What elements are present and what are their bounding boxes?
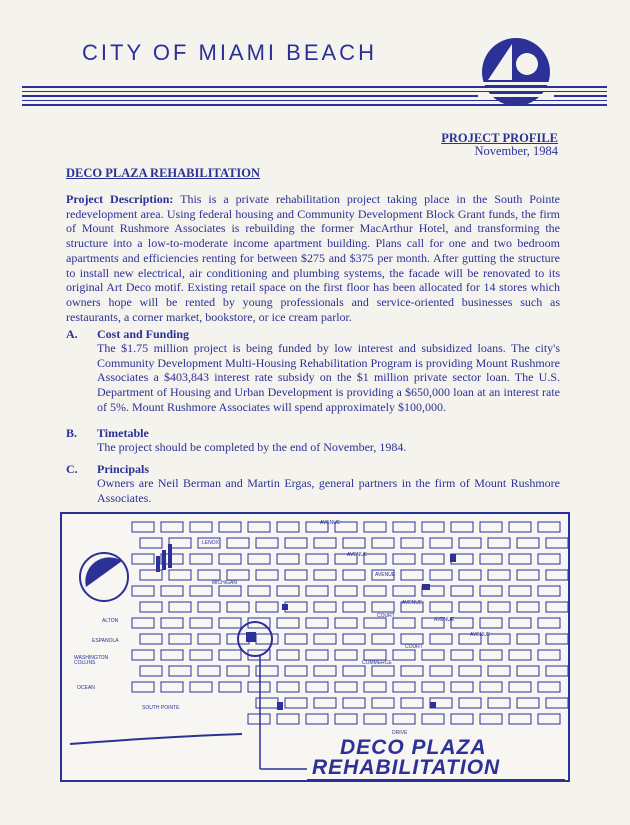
city-block [422, 650, 444, 660]
city-block [480, 618, 502, 628]
city-block [372, 602, 394, 612]
city-block [335, 682, 357, 692]
city-block [372, 538, 394, 548]
city-block [277, 554, 299, 564]
street-label: AVENUE [347, 552, 368, 558]
city-block [335, 618, 357, 628]
city-block [517, 666, 539, 676]
city-block [314, 570, 336, 580]
city-block [451, 618, 473, 628]
city-block [393, 586, 415, 596]
city-block [277, 650, 299, 660]
street-label: COURT [405, 644, 423, 650]
city-block [480, 714, 502, 724]
city-block [256, 570, 278, 580]
profile-date: November, 1984 [474, 144, 558, 158]
city-block [488, 602, 510, 612]
deco-plaza-site-block [246, 632, 256, 642]
city-block [335, 586, 357, 596]
city-block [509, 650, 531, 660]
city-block [480, 682, 502, 692]
city-block [314, 538, 336, 548]
city-block [393, 522, 415, 532]
city-block [459, 570, 481, 580]
city-block [488, 666, 510, 676]
building-marker [162, 550, 166, 570]
city-block [509, 554, 531, 564]
city-block [227, 538, 249, 548]
city-block [248, 522, 270, 532]
city-block [169, 538, 191, 548]
shoreline [70, 734, 242, 744]
city-block [401, 570, 423, 580]
city-block [488, 538, 510, 548]
city-block [401, 634, 423, 644]
building-marker [430, 702, 436, 708]
city-block [364, 618, 386, 628]
city-block [509, 586, 531, 596]
city-block [343, 698, 365, 708]
city-block [517, 634, 539, 644]
city-block [538, 618, 560, 628]
city-block [140, 538, 162, 548]
city-block [306, 554, 328, 564]
area-circle-fill [85, 557, 122, 587]
city-block [248, 554, 270, 564]
city-block [459, 666, 481, 676]
city-block [285, 538, 307, 548]
section-c-heading: Principals [97, 462, 150, 476]
site-map [60, 512, 570, 782]
project-description [66, 192, 560, 324]
city-block [488, 634, 510, 644]
city-block [161, 682, 183, 692]
building-marker [450, 554, 456, 562]
city-block [219, 586, 241, 596]
city-block [285, 698, 307, 708]
city-block [277, 682, 299, 692]
city-block [480, 522, 502, 532]
city-block [364, 554, 386, 564]
city-block [161, 522, 183, 532]
city-block [285, 666, 307, 676]
street-label: AVENUE [320, 520, 341, 526]
description-text: This is a private rehabilitation project taking place in the South Pointe redevelopment area. Using federal housing and Community Development Block Grant funds, the firm of Mount Rushmore Associates is rebuilding the former MacArthur Hotel, and transforming the structure into a low-to-moderate income apartment building. Plans call for one and two bedroom apartments and efficiencies renting for between $275 and $375 per month. After gutting the structure to install new electrical, air conditioning and plumbing systems, the facade will be renovated to its original Art Deco motif. Existing retail space on the first floor has been allocated for 14 stores which owners hope will be rented by young professionals and service-oriented businesses such as restaurants, a corner market, bookstore, or ice cream parlor. [66, 192, 560, 324]
street-label: ESPANOLA [92, 638, 119, 644]
city-block [343, 570, 365, 580]
city-block [393, 554, 415, 564]
street-label: WASHINGTON [74, 655, 109, 661]
city-block [219, 682, 241, 692]
city-block [190, 586, 212, 596]
caption-underline [307, 779, 565, 781]
city-block [488, 570, 510, 580]
city-block [546, 666, 568, 676]
city-block [343, 538, 365, 548]
city-block [459, 602, 481, 612]
city-block [546, 698, 568, 708]
section-b-body: The project should be completed by the end of November, 1984. [97, 440, 407, 454]
city-block [248, 586, 270, 596]
city-block [546, 634, 568, 644]
city-block [161, 618, 183, 628]
city-block [451, 682, 473, 692]
city-block [169, 634, 191, 644]
city-block [364, 682, 386, 692]
city-block [343, 666, 365, 676]
city-block [480, 650, 502, 660]
city-block [256, 538, 278, 548]
description-label: Project Description: [66, 192, 174, 206]
city-block [219, 554, 241, 564]
city-block [451, 522, 473, 532]
city-block [219, 618, 241, 628]
city-block [538, 554, 560, 564]
city-block [190, 522, 212, 532]
section-b-letter: B. [66, 426, 78, 440]
city-block [517, 570, 539, 580]
building-marker [156, 556, 160, 572]
city-block [248, 682, 270, 692]
city-block [169, 666, 191, 676]
city-block [538, 522, 560, 532]
city-block [306, 714, 328, 724]
section-a-body: The $1.75 million project is being funded by low interest and subsidized loans. The city's Community Development Multi-Housing Rehabilitation Program is providing Mount Rushmore Associates a $403,843 interest rate subsidy on the $1 million private sector loan. The U.S. Department of Housing and Urban Development is providing a $650,000 loan at an interest rate of 5%. Mount Rushmore Associates will spend approximately $100,000. [97, 341, 560, 414]
city-block [364, 522, 386, 532]
city-block [277, 714, 299, 724]
city-block [538, 714, 560, 724]
street-label: ALTON [102, 618, 119, 624]
street-label: AVENUE [470, 632, 491, 638]
city-block [459, 538, 481, 548]
city-block [314, 698, 336, 708]
city-block [314, 634, 336, 644]
city-block [190, 554, 212, 564]
building-marker [277, 702, 283, 710]
city-block [517, 698, 539, 708]
city-block [306, 682, 328, 692]
profile-label: PROJECT PROFILE [441, 131, 558, 145]
street-label: LENOX [202, 540, 219, 546]
city-block [219, 522, 241, 532]
city-block [372, 634, 394, 644]
street-label: COMMERCE [362, 660, 392, 666]
city-block [401, 666, 423, 676]
city-block [451, 586, 473, 596]
city-block [488, 698, 510, 708]
city-block [285, 602, 307, 612]
city-block [335, 714, 357, 724]
city-block [430, 634, 452, 644]
city-block [538, 586, 560, 596]
city-block [277, 618, 299, 628]
city-block [372, 698, 394, 708]
city-block [314, 666, 336, 676]
map-caption-line1: DECO PLAZA [340, 736, 487, 759]
city-block [227, 666, 249, 676]
section-a-letter: A. [66, 327, 78, 341]
street-label: MICHIGAN [212, 580, 237, 586]
city-block [509, 522, 531, 532]
city-block [451, 650, 473, 660]
city-block [132, 522, 154, 532]
street-grid-map [62, 514, 568, 780]
city-block [430, 602, 452, 612]
city-block [509, 714, 531, 724]
street-label: DRIVE [392, 730, 408, 736]
city-block [509, 682, 531, 692]
city-block [198, 570, 220, 580]
city-block [198, 666, 220, 676]
street-label: COLLINS [74, 660, 96, 666]
city-block [430, 666, 452, 676]
city-block [190, 618, 212, 628]
city-block [538, 682, 560, 692]
city-block [256, 602, 278, 612]
city-block [285, 634, 307, 644]
sailboat-logo-icon [478, 38, 554, 106]
city-block [422, 554, 444, 564]
city-block [343, 634, 365, 644]
city-block [219, 650, 241, 660]
city-block [422, 714, 444, 724]
city-block [140, 634, 162, 644]
city-block [198, 602, 220, 612]
city-block [227, 602, 249, 612]
city-block [169, 570, 191, 580]
building-marker [422, 584, 430, 590]
city-block [422, 682, 444, 692]
city-block [169, 602, 191, 612]
city-block [343, 602, 365, 612]
city-block [248, 714, 270, 724]
city-block [546, 602, 568, 612]
city-block [393, 618, 415, 628]
city-block [422, 522, 444, 532]
city-block [132, 586, 154, 596]
city-block [401, 538, 423, 548]
city-block [285, 570, 307, 580]
city-block [393, 682, 415, 692]
city-block [364, 714, 386, 724]
city-block [227, 570, 249, 580]
street-label: COURT [377, 613, 395, 619]
city-block [314, 602, 336, 612]
city-block [277, 586, 299, 596]
street-label: OCEAN [77, 685, 95, 691]
city-block [393, 650, 415, 660]
city-block [306, 650, 328, 660]
city-block [430, 538, 452, 548]
city-block [132, 618, 154, 628]
city-block [430, 570, 452, 580]
city-block [546, 570, 568, 580]
city-block [140, 602, 162, 612]
city-block [277, 522, 299, 532]
city-block [517, 538, 539, 548]
section-a-heading: Cost and Funding [97, 327, 190, 341]
city-block [538, 650, 560, 660]
building-marker [168, 544, 172, 568]
city-block [364, 650, 386, 660]
city-block [190, 650, 212, 660]
city-block [546, 538, 568, 548]
city-block [451, 714, 473, 724]
city-block [372, 666, 394, 676]
org-title: CITY OF MIAMI BEACH [82, 40, 377, 65]
street-label: SOUTH POINTE [142, 705, 180, 711]
city-block [393, 714, 415, 724]
city-block [140, 666, 162, 676]
street-label: AVENUE [402, 600, 423, 606]
city-block [480, 586, 502, 596]
section-b-heading: Timetable [97, 426, 149, 440]
city-block [306, 618, 328, 628]
street-label: AVENUE [375, 572, 396, 578]
street-label: AVENUE [434, 617, 455, 623]
city-block [198, 634, 220, 644]
city-block [161, 586, 183, 596]
city-block [480, 554, 502, 564]
city-block [161, 650, 183, 660]
city-block [132, 682, 154, 692]
section-c-letter: C. [66, 462, 78, 476]
city-block [190, 682, 212, 692]
document-title: DECO PLAZA REHABILITATION [66, 166, 261, 180]
city-block [364, 586, 386, 596]
city-block [335, 650, 357, 660]
city-block [132, 554, 154, 564]
building-marker [282, 604, 288, 610]
map-caption-line2: REHABILITATION [312, 756, 501, 779]
city-block [517, 602, 539, 612]
city-block [132, 650, 154, 660]
city-block [459, 698, 481, 708]
city-block [306, 586, 328, 596]
city-block [401, 698, 423, 708]
section-c-body: Owners are Neil Berman and Martin Ergas, general partners in the firm of Mount Rushmore Associates. [97, 476, 560, 505]
city-block [509, 618, 531, 628]
city-block [256, 634, 278, 644]
